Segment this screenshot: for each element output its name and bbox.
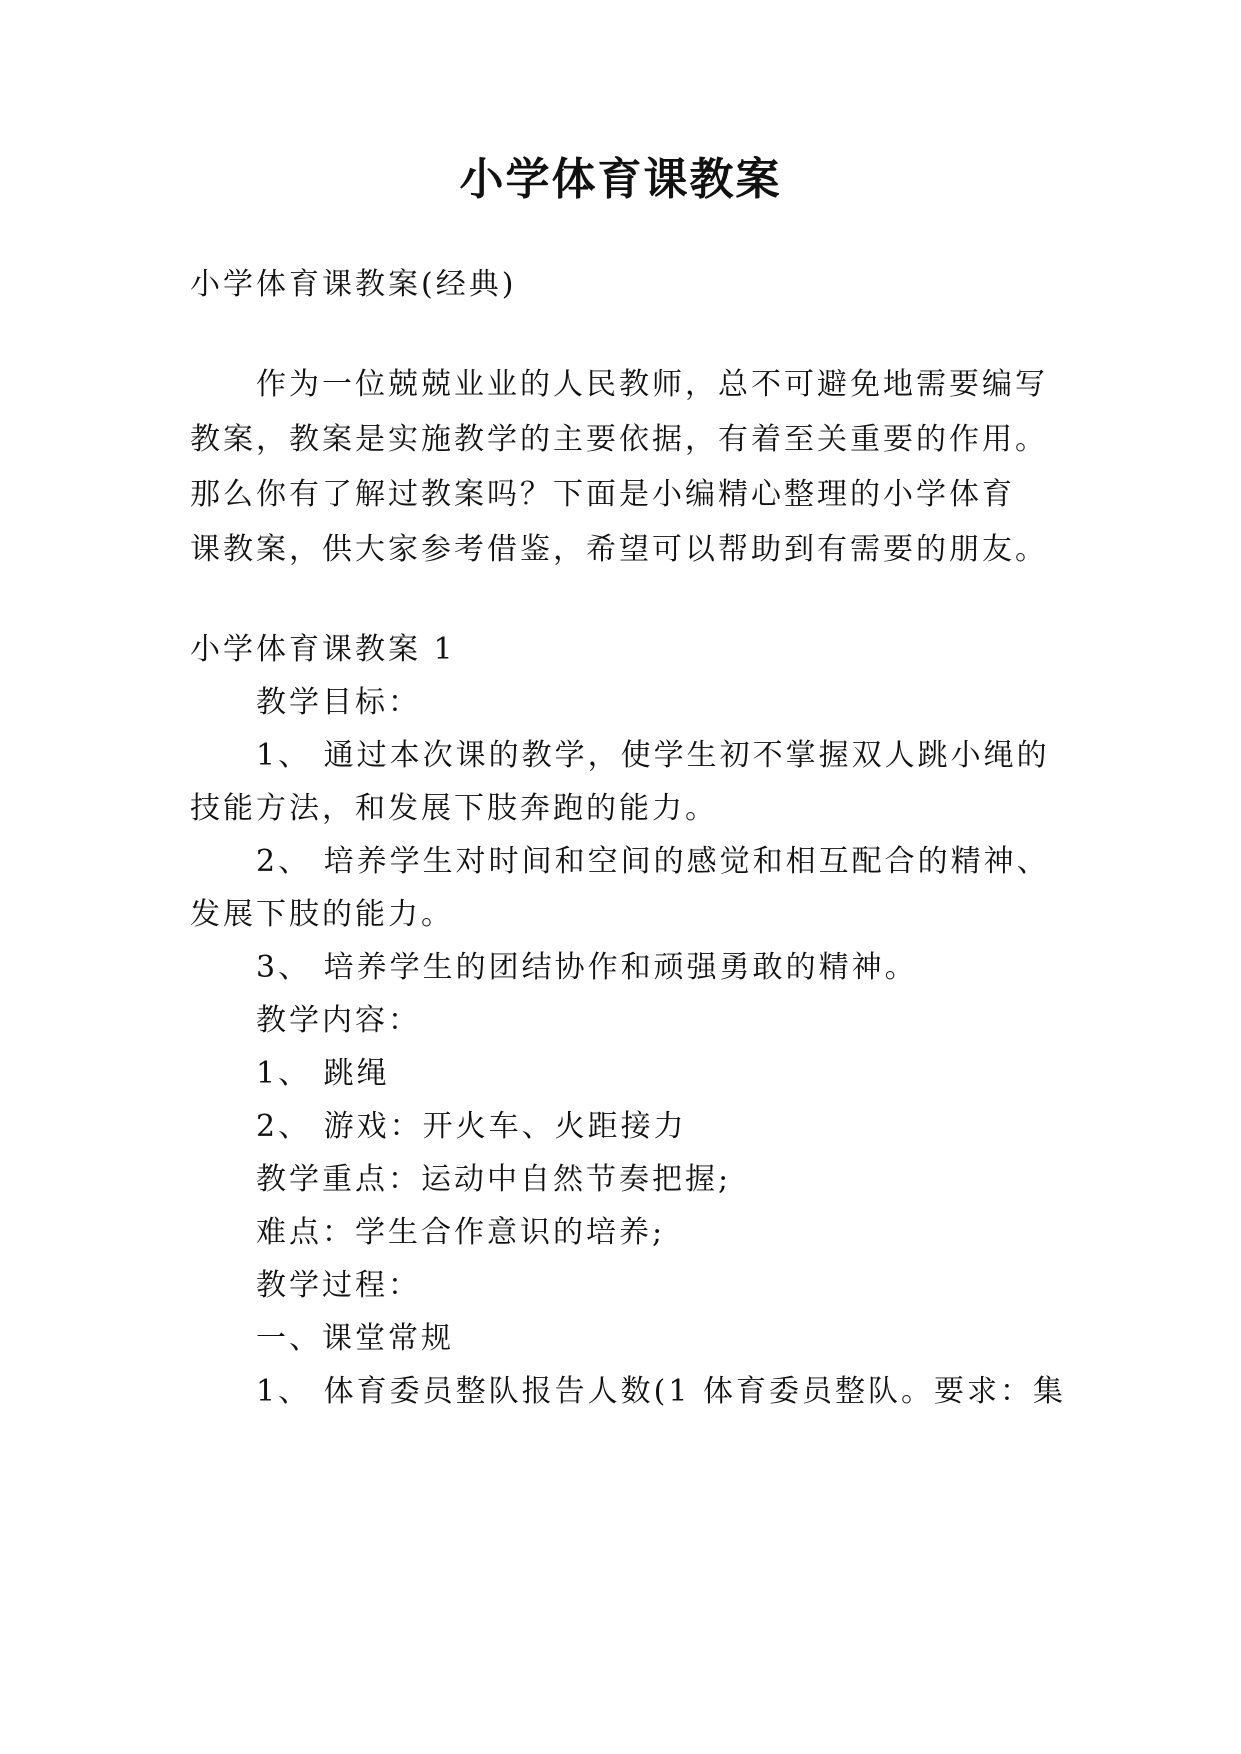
document-subtitle: 小学体育课教案(经典) bbox=[190, 267, 517, 302]
body-line-12: 教学过程： bbox=[256, 1268, 421, 1303]
intro-line-1: 作为一位兢兢业业的人民教师，总不可避免地需要编写 bbox=[256, 367, 1048, 402]
body-line-8: 1、 跳绳 bbox=[256, 1056, 390, 1091]
body-line-7: 教学内容： bbox=[256, 1003, 421, 1038]
body-line-1: 教学目标： bbox=[256, 685, 421, 720]
body-line-5: 发展下肢的能力。 bbox=[190, 897, 454, 932]
body-line-6: 3、 培养学生的团结协作和顽强勇敢的精神。 bbox=[256, 950, 918, 985]
intro-line-2: 教案，教案是实施教学的主要依据，有着至关重要的作用。 bbox=[190, 422, 1048, 457]
body-line-9: 2、 游戏：开火车、火距接力 bbox=[256, 1109, 687, 1144]
body-line-10: 教学重点：运动中自然节奏把握; bbox=[256, 1162, 732, 1197]
section-heading: 小学体育课教案 1 bbox=[190, 632, 456, 667]
intro-line-3: 那么你有了解过教案吗？下面是小编精心整理的小学体育 bbox=[190, 477, 1015, 512]
body-line-11: 难点：学生合作意识的培养; bbox=[256, 1215, 666, 1250]
body-line-3: 技能方法，和发展下肢奔跑的能力。 bbox=[190, 791, 718, 826]
document-title: 小学体育课教案 bbox=[459, 154, 782, 205]
body-line-14: 1、 体育委员整队报告人数(1 体育委员整队。要求：集 bbox=[256, 1374, 1066, 1409]
intro-line-4: 课教案，供大家参考借鉴，希望可以帮助到有需要的朋友。 bbox=[190, 532, 1048, 567]
body-line-2: 1、 通过本次课的教学，使学生初不掌握双人跳小绳的 bbox=[256, 738, 1050, 773]
body-line-13: 一、课堂常规 bbox=[256, 1321, 454, 1356]
body-line-4: 2、 培养学生对时间和空间的感觉和相互配合的精神、 bbox=[256, 844, 1050, 879]
